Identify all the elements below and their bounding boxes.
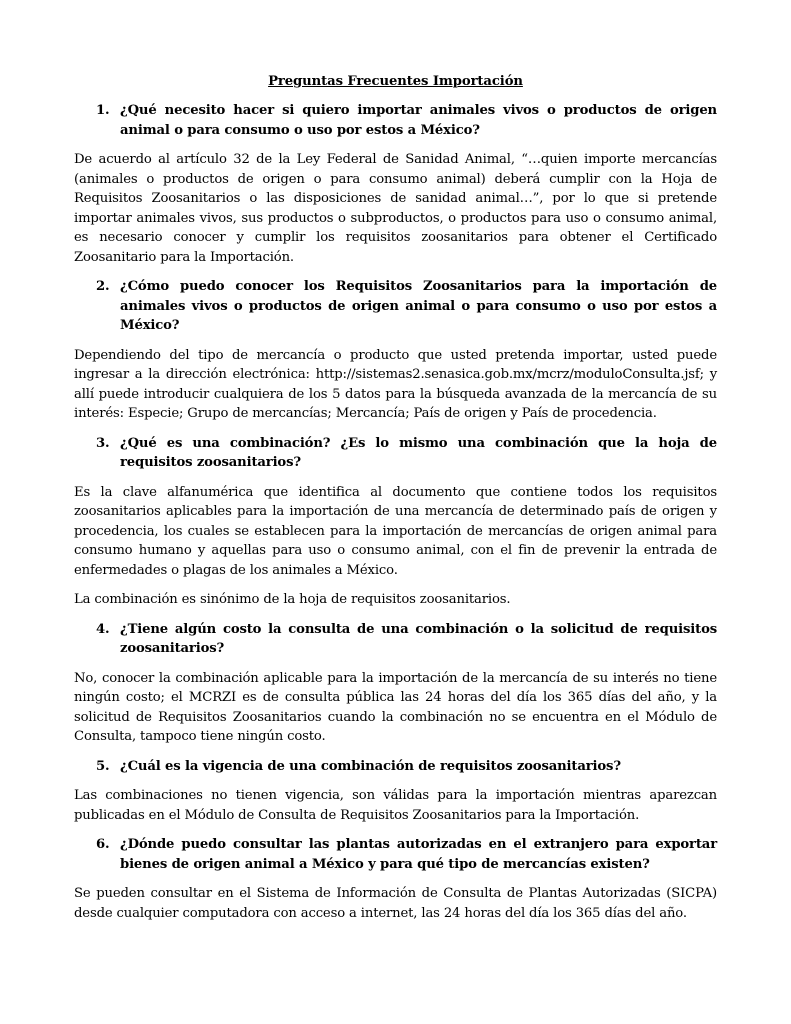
question-number: 4.	[96, 621, 110, 637]
faq-answer-6: Se pueden consultar en el Sistema de Información de Consulta de Plantas Autorizadas (SICPA) desde cualquier computadora con acceso a internet, las 24 horas del día los 365 días del año.	[74, 886, 717, 921]
faq-answer-3: Es la clave alfanumérica que identifica al documento que contiene todos los requisitos zoosanitarios aplicables para la importación de una mercancía de determinado país de origen y procedencia, los cuales se establecen para la importación de mercancías de origen animal para consumo humano y aquellas para uso o consumo animal, con el fin de prevenir la entrada de enfermedades o plagas de los animales a México.	[74, 484, 717, 578]
faq-answer-1: De acuerdo al artículo 32 de la Ley Federal de Sanidad Animal, “…quien importe mercancías (animales o productos de origen o para consumo animal) deberá cumplir con la Hoja de Requisitos Zoosanitarios o las disposiciones de sanidad animal…”, por lo que si pretende importar animales vivos, sus productos o subproductos, o productos para uso o consumo animal, es necesario conocer y cumplir los requisitos zoosanitarios para obtener el Certificado Zoosanitario para la Importación.	[74, 152, 717, 265]
question-text: ¿Dónde puedo consultar las plantas autorizadas en el extranjero para exportar bienes de origen animal a México y para qué tipo de mercancías existen?	[120, 837, 717, 872]
question-number: 3.	[96, 435, 110, 451]
faq-question-6	[74, 835, 717, 874]
faq-answer-3-note: La combinación es sinónimo de la hoja de requisitos zoosanitarios.	[74, 592, 511, 607]
faq-question-3	[74, 434, 717, 473]
question-text: ¿Qué necesito hacer si quiero importar animales vivos o productos de origen animal o para consumo o uso por estos a México?	[120, 103, 717, 138]
question-text: ¿Tiene algún costo la consulta de una combinación o la solicitud de requisitos zoosanitarios?	[120, 621, 717, 656]
faq-answer-4: No, conocer la combinación aplicable para la importación de la mercancía de su interés no tiene ningún costo; el MCRZI es de consulta pública las 24 horas del día los 365 días del año, y la solicitud de Requisitos Zoosanitarios cuando la combinación no se encuentra en el Módulo de Consulta, tampoco tiene ningún costo.	[74, 670, 717, 744]
question-text: ¿Cuál es la vigencia de una combinación de requisitos zoosanitarios?	[120, 758, 621, 774]
question-text: ¿Qué es una combinación? ¿Es lo mismo una combinación que la hoja de requisitos zoosanitarios?	[120, 435, 717, 470]
question-text: ¿Cómo puedo conocer los Requisitos Zoosanitarios para la importación de animales vivos o productos de origen animal o para consumo o uso por estos a México?	[120, 279, 717, 333]
faq-question-1	[74, 101, 717, 140]
question-number: 2.	[96, 279, 110, 294]
faq-answer-2: Dependiendo del tipo de mercancía o producto que usted pretenda importar, usted puede ingresar a la dirección electrónica: http://sistemas2.senasica.gob.mx/mcrz/moduloConsulta.jsf; y allí puede introducir cualquiera de los 5 datos para la búsqueda avanzada de la mercancía de su interés: Especie; Grupo de mercancías; Mercancía; País de origen y País de procedencia.	[74, 347, 717, 421]
question-number: 1.	[96, 103, 110, 118]
document-page	[74, 72, 717, 933]
faq-answer-5: Las combinaciones no tienen vigencia, son válidas para la importación mientras aparezcan publicadas en el Módulo de Consulta de Requisitos Zoosanitarios para la Importación.	[74, 788, 717, 823]
question-number: 5.	[96, 758, 110, 774]
faq-question-5	[74, 757, 717, 777]
faq-question-4	[74, 620, 717, 659]
question-number: 6.	[96, 837, 110, 852]
document-title: Preguntas Frecuentes Importación	[268, 74, 523, 89]
faq-question-2	[74, 277, 717, 336]
